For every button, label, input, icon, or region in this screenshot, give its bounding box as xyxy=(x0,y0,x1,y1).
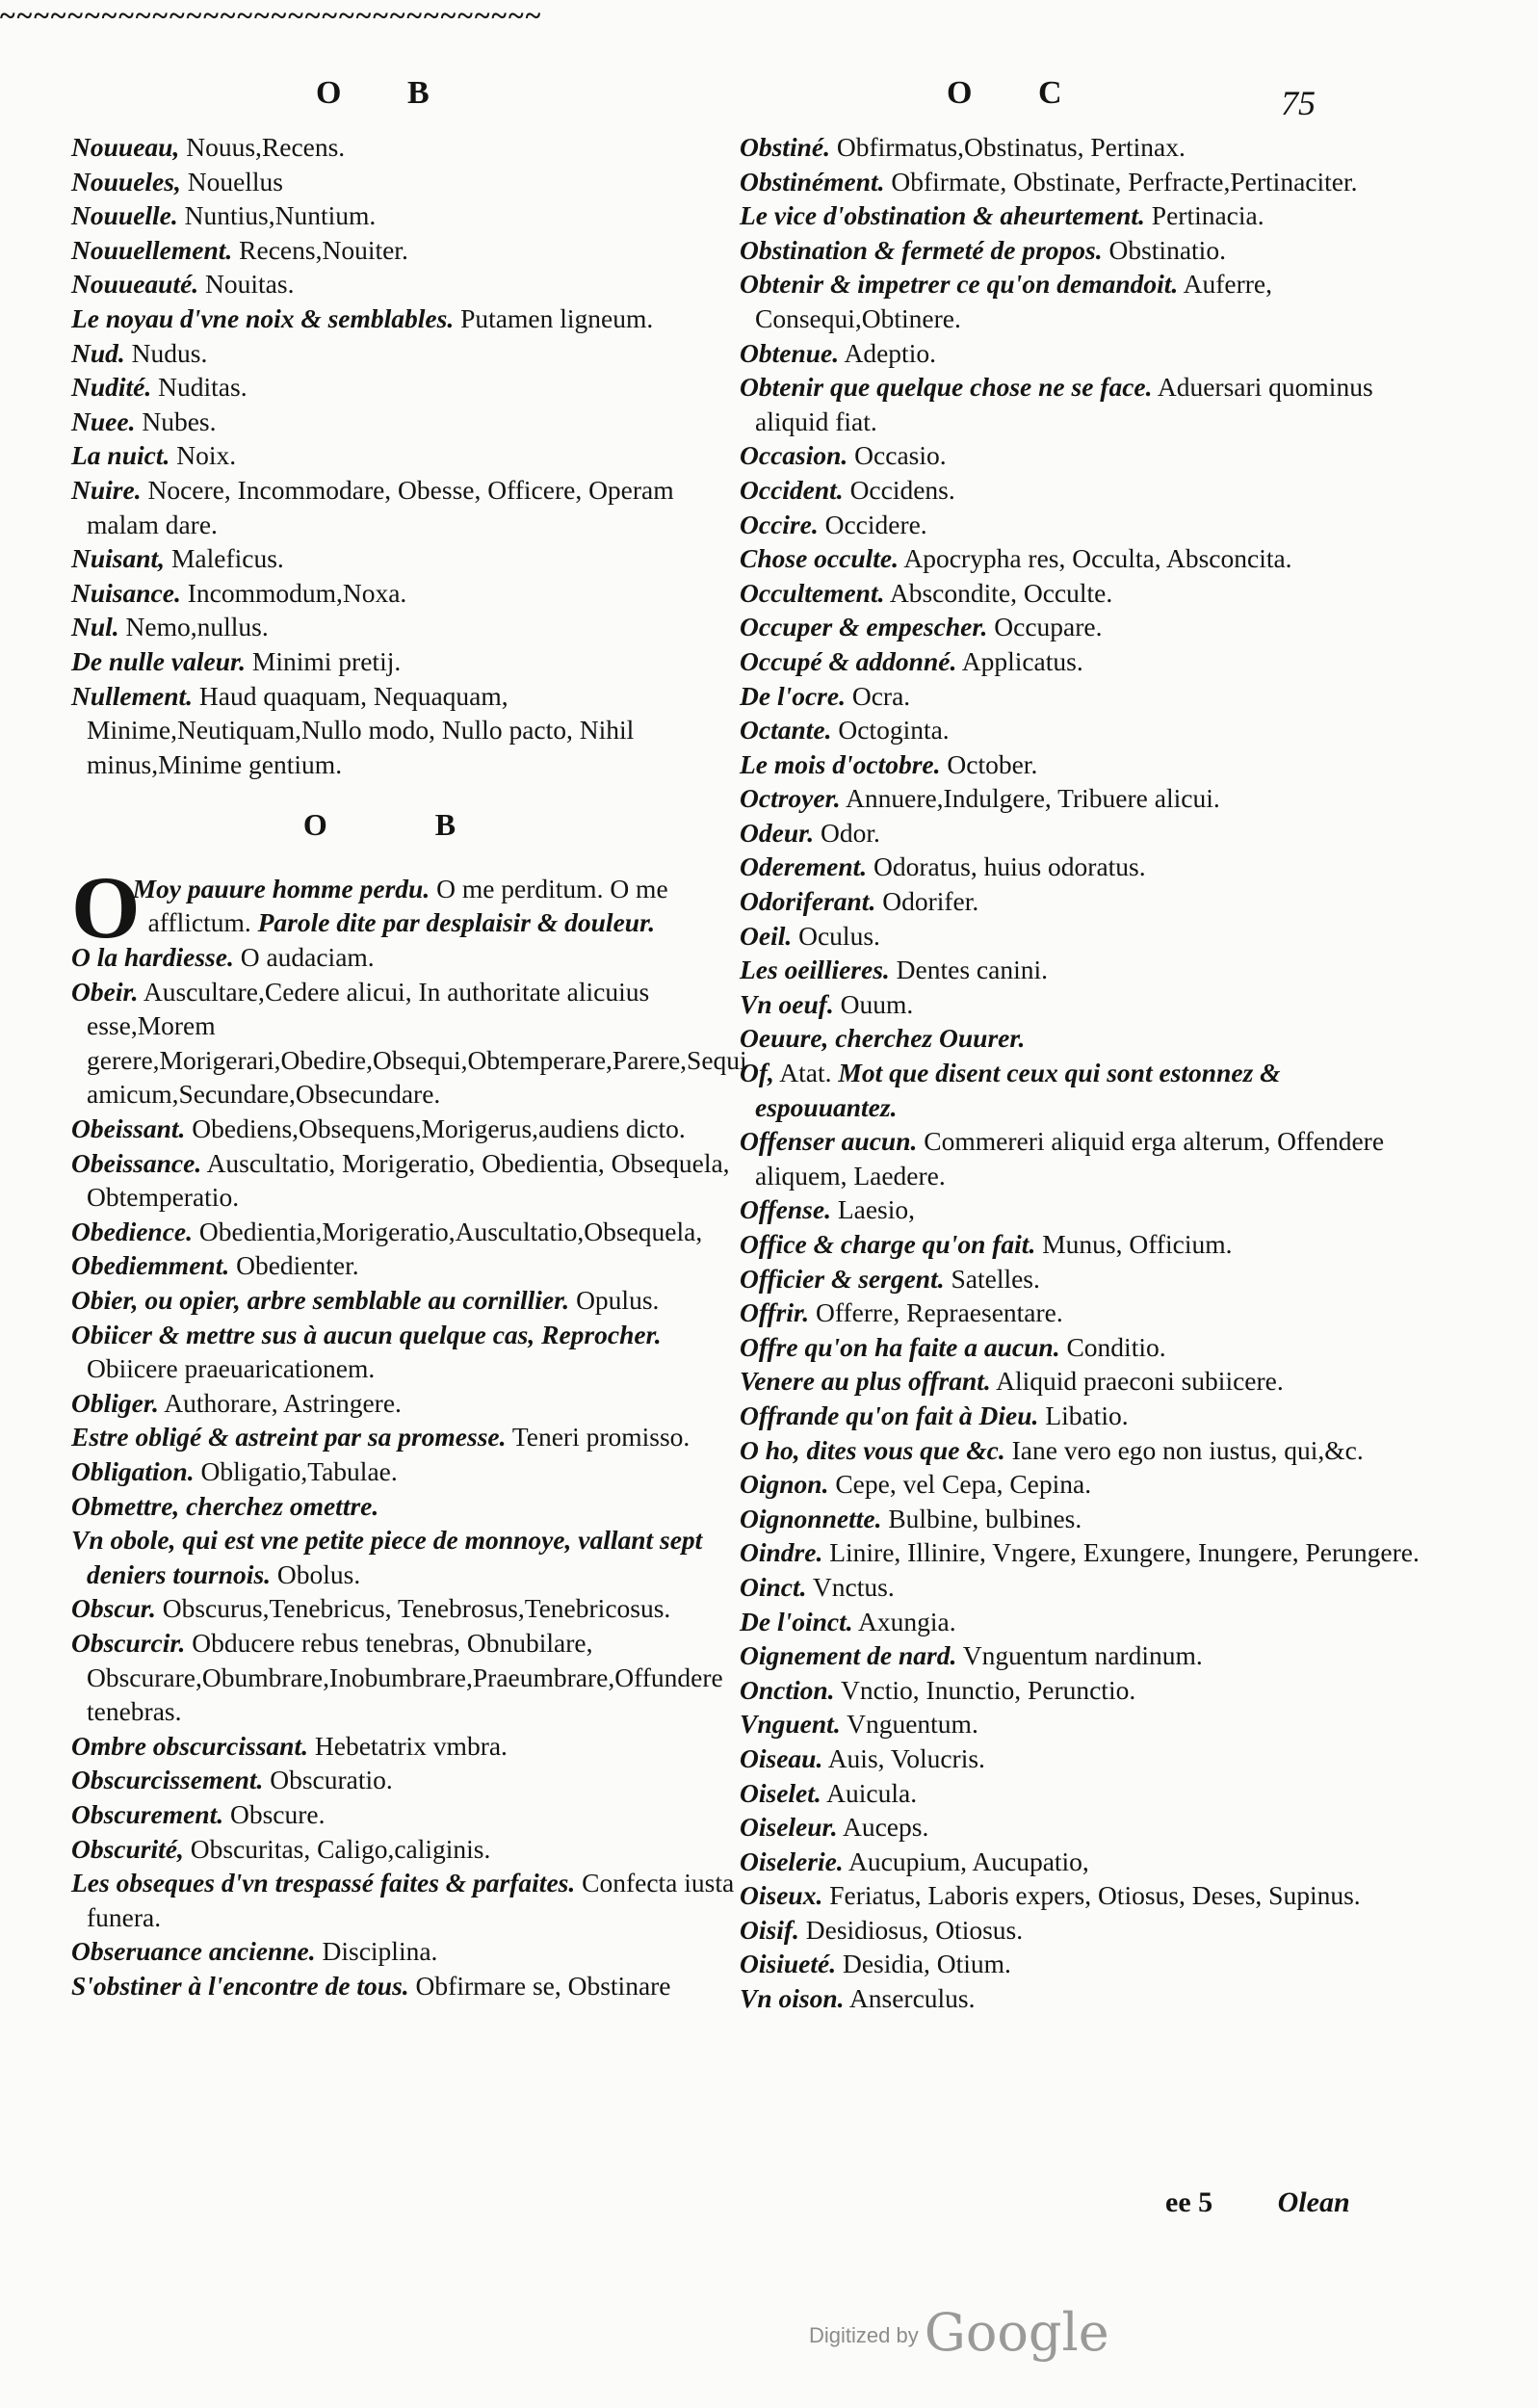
entry-translation: Annuere,Indulgere, Tribuere alicui. xyxy=(846,783,1220,814)
dictionary-entry xyxy=(740,679,1423,714)
entry-headword: Vn oison. xyxy=(740,1983,845,2014)
dictionary-entry xyxy=(740,1570,1423,1605)
entry-translation: Occasio. xyxy=(854,440,947,471)
entry-headword: Obliger. xyxy=(71,1387,159,1418)
entry-translation: Axungia. xyxy=(858,1606,956,1636)
entry-headword: S'obstiner à l'encontre de tous. xyxy=(71,1970,409,2001)
entry-headword: Nouuelle. xyxy=(71,200,178,231)
entry-translation: Disciplina. xyxy=(322,1936,438,1967)
entry-headword: O ho, dites vous que &c. xyxy=(740,1434,1005,1465)
entry-headword: Le vice d'obstination & aheurtement. xyxy=(740,200,1145,231)
entry-headword: Oiseux. xyxy=(740,1880,823,1911)
dictionary-entry xyxy=(71,975,747,1112)
dictionary-entry xyxy=(740,919,1423,954)
dictionary-entry xyxy=(740,1502,1423,1536)
entry-translation: Obiicere praeuaricationem. xyxy=(87,1353,376,1384)
entry-translation: Auferre, Consequi,Obtinere. xyxy=(755,269,1273,333)
dictionary-entry xyxy=(740,1878,1423,1913)
entry-translation: Odoratus, huius odoratus. xyxy=(873,851,1146,882)
entry-headword: Obeissant. xyxy=(71,1113,186,1144)
entry-translation: Confecta iusta funera. xyxy=(87,1868,735,1932)
entry-translation: Nouitas. xyxy=(205,269,295,300)
dictionary-entry xyxy=(740,130,1423,165)
entry-headword: Onction. xyxy=(740,1674,835,1705)
dictionary-entry xyxy=(71,576,738,611)
entry-headword: Vnguent. xyxy=(740,1709,841,1740)
entry-translation: Obedienter. xyxy=(236,1250,359,1281)
dictionary-entry xyxy=(740,1262,1423,1296)
google-wordmark: Google xyxy=(924,2302,1109,2363)
entry-translation: October. xyxy=(947,748,1038,779)
entry-translation: Nubes. xyxy=(142,406,217,436)
entry-headword: De l'oinct. xyxy=(740,1606,853,1636)
entry-translation: Authorare, Astringere. xyxy=(164,1387,402,1418)
dictionary-entry xyxy=(71,438,738,473)
entry-translation: Abscondite, Occulte. xyxy=(889,577,1113,608)
entry-headword: De l'ocre. xyxy=(740,680,846,711)
dictionary-entry xyxy=(740,644,1423,679)
dictionary-entry xyxy=(71,1832,738,1867)
entry-headword: Nouueles, xyxy=(71,166,181,196)
dictionary-entry xyxy=(71,1283,738,1318)
dictionary-entry xyxy=(740,438,1423,473)
entry-headword: De nulle valeur. xyxy=(71,645,247,676)
entry-headword: Les obseques d'vn trespassé faites & parfaites. xyxy=(71,1868,576,1898)
dictionary-entry xyxy=(740,370,1423,438)
entry-headword: Of, xyxy=(740,1058,774,1088)
entry-translation: Bulbine, bulbines. xyxy=(888,1503,1082,1533)
dictionary-entry xyxy=(740,1330,1423,1365)
dictionary-entry xyxy=(740,1056,1423,1124)
entry-translation: Munus, Officium. xyxy=(1042,1229,1233,1259)
entry-translation: Obscurus,Tenebricus, Tenebrosus,Tenebricosus. xyxy=(162,1593,671,1624)
left-column xyxy=(71,130,747,2002)
entry-headword: Offense. xyxy=(740,1194,831,1225)
entry-headword: Octante. xyxy=(740,715,832,746)
entry-translation: Desidia, Otium. xyxy=(842,1949,1011,1979)
entry-headword: Office & charge qu'on fait. xyxy=(740,1229,1036,1259)
dictionary-entry xyxy=(740,1673,1423,1708)
entry-translation: Vnctio, Inunctio, Perunctio. xyxy=(840,1674,1136,1705)
dictionary-entry xyxy=(71,644,738,679)
section-header-ob: O B xyxy=(302,807,507,843)
entry-headword: Nudité. xyxy=(71,372,152,403)
entry-translation: Ocra. xyxy=(851,680,911,711)
dictionary-entry xyxy=(71,130,738,165)
entry-translation: Octoginta. xyxy=(838,715,950,746)
digitized-label: Digitized by xyxy=(809,2323,919,2347)
entry-headword: Nullement. xyxy=(71,680,194,711)
entry-headword: Obtenue. xyxy=(740,337,840,368)
entry-translation: Putamen ligneum. xyxy=(460,302,654,333)
entry-translation: Auscultatio, Morigeratio, Obedientia, Obsequela, Obtemperatio. xyxy=(87,1147,730,1213)
entry-headword: Nuire. xyxy=(71,474,142,505)
entry-translation: Occupare. xyxy=(994,612,1103,642)
entry-translation: Recens,Nouiter. xyxy=(239,234,408,265)
entry-translation: Obediens,Obsequens,Morigerus,audiens dicto. xyxy=(192,1113,686,1144)
entry-translation: Hebetatrix vmbra. xyxy=(314,1730,508,1761)
entry-headword: Occupé & addonné. xyxy=(740,645,957,676)
entry-headword: Oiselet. xyxy=(740,1777,821,1808)
catchline xyxy=(1165,2186,1350,2219)
dictionary-entry xyxy=(740,1605,1423,1639)
dictionary-entry xyxy=(740,198,1423,233)
dictionary-entry xyxy=(71,1386,738,1421)
drop-cap-entry xyxy=(71,857,738,956)
dictionary-entry xyxy=(71,1420,738,1454)
entry-headword: Offrir. xyxy=(740,1297,810,1328)
entry-headword: Nouuellement. xyxy=(71,234,233,265)
entry-headword: Les oeillieres. xyxy=(740,955,890,985)
entry-translation: Obscuratio. xyxy=(270,1765,393,1795)
dictionary-entry xyxy=(71,1934,738,1969)
entry-headword: Obscurcissement. xyxy=(71,1765,264,1795)
dictionary-entry xyxy=(71,405,738,439)
entry-headword: Offre qu'on ha faite a aucun. xyxy=(740,1331,1060,1362)
entry-translation: Libatio. xyxy=(1045,1400,1129,1430)
dictionary-entry xyxy=(740,816,1423,851)
entry-translation: Auicula. xyxy=(826,1777,918,1808)
dictionary-entry xyxy=(71,198,738,233)
dictionary-entry xyxy=(71,1763,738,1797)
entry-translation: Auceps. xyxy=(842,1812,929,1843)
entry-headword: Estre obligé & astreint par sa promesse. xyxy=(71,1422,507,1453)
entry-translation: Anserculus. xyxy=(848,1983,976,2014)
entry-translation: Linire, Illinire, Vngere, Exungere, Inungere, Perungere. xyxy=(829,1537,1420,1568)
dictionary-entry xyxy=(71,267,738,301)
entry-headword: Oindre. xyxy=(740,1537,823,1568)
entry-headword: Oignonnette. xyxy=(740,1503,882,1533)
entry-headword: Odeur. xyxy=(740,817,815,848)
dictionary-entry xyxy=(71,1489,738,1524)
dictionary-entry xyxy=(740,884,1423,919)
entry-headword: La nuict. xyxy=(71,440,170,471)
entry-headword: Oderement. xyxy=(740,851,868,882)
dictionary-entry xyxy=(740,1296,1423,1330)
entry-translation: Aduersari quominus aliquid fiat. xyxy=(755,372,1373,436)
entry-headword: Le mois d'octobre. xyxy=(740,748,941,779)
dictionary-entry xyxy=(71,370,738,405)
dictionary-entry xyxy=(740,1021,1423,1056)
entry-translation: Auscultare,Cedere alicui, In authoritate alicuius esse,Morem gerere,Morigerari,Obedire,Obsequi,Obtemperare,Parere,Sequi amicum,Secundare,Obsecundare. xyxy=(87,976,747,1110)
drop-cap-letter: O xyxy=(71,857,141,956)
top-edge-mark: ~~~~~~~~~~~~~~~~~~~~~~~~~~~~~~~~ xyxy=(0,0,543,32)
entry-translation: Opulus. xyxy=(576,1285,660,1315)
entry-translation: Conditio. xyxy=(1066,1331,1166,1362)
entry-headword: Oignement de nard. xyxy=(740,1640,957,1671)
dictionary-entry xyxy=(71,679,738,782)
entry-translation: Atat. xyxy=(779,1058,832,1088)
entry-headword: Oiselerie. xyxy=(740,1845,844,1876)
dictionary-entry xyxy=(740,576,1423,611)
entry-headword: Oeuure, cherchez Ouurer. xyxy=(740,1023,1026,1054)
entry-headword: Oinct. xyxy=(740,1571,807,1602)
entry-translation: Obligatio,Tabulae. xyxy=(200,1455,398,1486)
entry-translation: Desidiosus, Otiosus. xyxy=(805,1914,1024,1945)
dictionary-entry xyxy=(71,1318,738,1386)
entry-headword: Obeir. xyxy=(71,976,139,1007)
entry-translation: Obducere rebus tenebras, Obnubilare, Obscurare,Obumbrare,Inobumbrare,Praeumbrare,Offundere tenebras. xyxy=(87,1627,723,1727)
entry-translation: Odorifer. xyxy=(882,886,979,917)
dictionary-entry xyxy=(740,713,1423,747)
dictionary-entry xyxy=(740,473,1423,508)
entry-headword: Obtenir que quelque chose ne se face. xyxy=(740,372,1153,403)
entry-translation: Aucupium, Aucupatio, xyxy=(848,1845,1089,1876)
dictionary-entry xyxy=(740,1741,1423,1776)
dictionary-entry xyxy=(71,233,738,268)
entry-translation: Nocere, Incommodare, Obesse, Officere, Operam malam dare. xyxy=(87,474,674,539)
entry-translation: Applicatus. xyxy=(961,645,1083,676)
entry-translation: Vnctus. xyxy=(812,1571,895,1602)
entry-headword: Occire. xyxy=(740,509,819,539)
entry-translation: Offerre, Repraesentare. xyxy=(815,1297,1063,1328)
entry-translation: Noix. xyxy=(176,440,237,471)
entry-headword: Obseruance ancienne. xyxy=(71,1936,316,1967)
dictionary-entry xyxy=(71,541,738,576)
entry-headword: Nuisance. xyxy=(71,577,181,608)
dictionary-entry xyxy=(740,1947,1423,1981)
entry-headword: Obedience. xyxy=(71,1216,193,1246)
entry-headword: Officier & sergent. xyxy=(740,1263,945,1294)
entry-translation: Incommodum,Noxa. xyxy=(187,577,407,608)
dictionary-entry xyxy=(71,165,738,199)
dictionary-entry xyxy=(71,1591,738,1626)
entry-headword: Chose occulte. xyxy=(740,543,899,574)
entry-headword: Obeissance. xyxy=(71,1147,202,1178)
entry-headword: Obscurcir. xyxy=(71,1627,186,1658)
entry-headword: Oisiueté. xyxy=(740,1949,837,1979)
right-column xyxy=(740,130,1423,2016)
dictionary-entry xyxy=(740,953,1423,987)
dictionary-entry xyxy=(740,987,1423,1022)
dictionary-entry xyxy=(740,165,1423,199)
entry-translation: Teneri promisso. xyxy=(511,1422,691,1453)
entry-gloss: Parole dite par desplaisir & douleur. xyxy=(257,907,656,938)
dictionary-entry xyxy=(740,1845,1423,1879)
dictionary-entry xyxy=(71,301,738,336)
right-entry-list xyxy=(740,130,1423,2016)
entry-headword: Obediemment. xyxy=(71,1250,230,1281)
dictionary-entry xyxy=(740,541,1423,576)
entry-headword: Nuee. xyxy=(71,406,136,436)
entry-headword: Nul. xyxy=(71,612,119,642)
left-entry-list xyxy=(71,130,738,781)
entry-translation: Obfirmatus,Obstinatus, Pertinax. xyxy=(836,132,1186,162)
entry-headword: Vn oeuf. xyxy=(740,988,834,1019)
entry-translation: Nudus. xyxy=(131,337,208,368)
dictionary-entry xyxy=(71,1215,738,1249)
dictionary-entry xyxy=(71,473,738,541)
entry-translation: Obfirmate, Obstinate, Perfracte,Pertinaciter. xyxy=(891,166,1358,196)
entry-translation: Obfirmare se, Obstinare xyxy=(415,1970,671,2001)
dictionary-entry xyxy=(71,1969,738,2003)
dictionary-entry xyxy=(740,1535,1423,1570)
entry-headword: Obtenir & impetrer ce qu'on demandoit. xyxy=(740,269,1179,300)
dictionary-entry xyxy=(71,1454,738,1489)
dictionary-entry xyxy=(71,1146,738,1215)
entry-headword: Obscurement. xyxy=(71,1798,224,1829)
entry-headword: Nuisant, xyxy=(71,543,166,574)
dictionary-entry xyxy=(71,1112,738,1146)
dictionary-entry xyxy=(740,1433,1423,1468)
entry-headword: Octroyer. xyxy=(740,783,841,814)
entry-translation: Vnguentum. xyxy=(847,1709,978,1740)
entry-headword: Nouueauté. xyxy=(71,269,199,300)
entry-translation: Dentes canini. xyxy=(896,955,1048,985)
dictionary-entry xyxy=(71,1523,738,1591)
dictionary-entry xyxy=(740,1364,1423,1399)
entry-headword: Venere au plus offrant. xyxy=(740,1366,991,1397)
entry-headword: Offenser aucun. xyxy=(740,1126,918,1157)
entry-gloss: Mot que disent ceux qui sont estonnez & espouuantez. xyxy=(755,1058,1281,1122)
entry-translation: Minimi pretij. xyxy=(251,645,402,676)
dictionary-entry xyxy=(740,747,1423,782)
dictionary-entry xyxy=(71,1729,738,1764)
dictionary-entry xyxy=(71,1626,738,1729)
entry-headword: Obstinément. xyxy=(740,166,885,196)
entry-headword: Le noyau d'vne noix & semblables. xyxy=(71,302,455,333)
folio-number: 75 xyxy=(1281,84,1316,122)
entry-headword: Nouueau, xyxy=(71,132,180,162)
entry-translation: Satelles. xyxy=(951,1263,1040,1294)
dictionary-entry xyxy=(740,610,1423,644)
dictionary-entry xyxy=(71,610,738,644)
entry-headword: Occuper & empescher. xyxy=(740,612,988,642)
entry-headword: Oiseau. xyxy=(740,1742,823,1773)
entry-headword: Occident. xyxy=(740,474,844,505)
entry-headword: Oiseleur. xyxy=(740,1812,838,1843)
entry-headword: Obstiné. xyxy=(740,132,830,162)
entry-headword: Moy pauure homme perdu. xyxy=(132,873,430,903)
digitized-watermark xyxy=(809,2302,1109,2363)
dictionary-entry xyxy=(740,850,1423,884)
entry-translation: Haud quaquam, Nequaquam, Minime,Neutiquam,Nullo modo, Nullo pacto, Nihil minus,Minime gentium. xyxy=(87,680,635,779)
dictionary-entry xyxy=(740,1399,1423,1433)
entry-translation: Occidere. xyxy=(824,509,927,539)
entry-headword: Oeil. xyxy=(740,920,793,951)
entry-translation: Obscure. xyxy=(230,1798,326,1829)
dictionary-entry xyxy=(740,1981,1423,2016)
entry-headword: Obscurité, xyxy=(71,1833,184,1864)
dictionary-entry xyxy=(740,781,1423,816)
entry-translation: Nemo,nullus. xyxy=(125,612,269,642)
dictionary-entry xyxy=(71,1248,738,1283)
entry-headword: O la hardiesse. xyxy=(71,942,234,973)
entry-translation: Obstinatio. xyxy=(1108,234,1226,265)
entry-translation: Ouum. xyxy=(840,988,914,1019)
entry-translation: Aliquid praeconi subiicere. xyxy=(996,1366,1284,1397)
right-column-header: O C xyxy=(947,75,1091,111)
dictionary-entry xyxy=(71,1797,738,1832)
dictionary-entry xyxy=(740,1810,1423,1845)
dictionary-entry xyxy=(71,336,738,371)
dictionary-entry xyxy=(740,267,1423,335)
dictionary-entry xyxy=(740,1124,1423,1192)
dictionary-entry xyxy=(740,508,1423,542)
dictionary-entry xyxy=(740,1913,1423,1948)
entry-headword: Ombre obscurcissant. xyxy=(71,1730,308,1761)
entry-translation: Nouus,Recens. xyxy=(186,132,346,162)
dictionary-entry xyxy=(740,233,1423,268)
entry-translation: Vnguentum nardinum. xyxy=(962,1640,1203,1671)
dictionary-entry xyxy=(740,336,1423,371)
entry-translation: Auis, Volucris. xyxy=(827,1742,985,1773)
entry-headword: Vn obole, qui est vne petite piece de monnoye, vallant sept deniers tournois. xyxy=(71,1525,703,1589)
entry-translation: Commereri aliquid erga alterum, Offendere aliquem, Laedere. xyxy=(755,1126,1385,1191)
entry-translation: Pertinacia. xyxy=(1151,200,1264,231)
entry-headword: Odoriferant. xyxy=(740,886,876,917)
left-entry-list-b xyxy=(71,940,747,2002)
entry-translation: O me perditum. O me afflictum. xyxy=(147,873,668,938)
dictionary-entry xyxy=(740,1192,1423,1227)
left-column-header: O B xyxy=(316,75,458,111)
entry-headword: Obscur. xyxy=(71,1593,156,1624)
entry-translation: Obolus. xyxy=(276,1558,361,1589)
entry-translation: Feriatus, Laboris expers, Otiosus, Deses, Supinus. xyxy=(829,1880,1361,1911)
entry-translation: Oculus. xyxy=(798,920,880,951)
entry-translation: Maleficus. xyxy=(170,543,284,574)
entry-headword: Obier, ou opier, arbre semblable au cornillier. xyxy=(71,1285,570,1315)
catchword: Olean xyxy=(1277,2186,1350,2218)
entry-headword: Offrande qu'on fait à Dieu. xyxy=(740,1400,1039,1430)
entry-translation: O audaciam. xyxy=(240,942,375,973)
dictionary-entry xyxy=(740,1638,1423,1673)
entry-headword: Oisif. xyxy=(740,1914,799,1945)
entry-translation: Odor. xyxy=(821,817,880,848)
entry-headword: Obmettre, cherchez omettre. xyxy=(71,1490,379,1521)
entry-translation: Obscuritas, Caligo,caliginis. xyxy=(190,1833,491,1864)
dictionary-entry xyxy=(740,1776,1423,1811)
dictionary-entry xyxy=(740,1707,1423,1741)
entry-translation: Nuditas. xyxy=(158,372,248,403)
entry-translation: Apocrypha res, Occulta, Absconcita. xyxy=(903,543,1292,574)
dictionary-entry xyxy=(71,940,738,975)
entry-translation: Iane vero ego non iustus, qui,&c. xyxy=(1011,1434,1364,1465)
entry-translation: Nuntius,Nuntium. xyxy=(184,200,377,231)
entry-translation: Nouellus xyxy=(187,166,284,196)
entry-translation: Adeptio. xyxy=(844,337,936,368)
entry-headword: Nud. xyxy=(71,337,125,368)
entry-translation: Laesio, xyxy=(837,1194,916,1225)
entry-headword: Oignon. xyxy=(740,1469,829,1500)
entry-headword: Obstination & fermeté de propos. xyxy=(740,234,1103,265)
dictionary-entry xyxy=(740,1227,1423,1262)
entry-translation: Occidens. xyxy=(849,474,955,505)
entry-headword: Obiicer & mettre sus à aucun quelque cas, Reprocher. xyxy=(71,1319,662,1349)
entry-headword: Occasion. xyxy=(740,440,848,471)
signature-mark: ee 5 xyxy=(1165,2186,1213,2218)
entry-translation: Obedientia,Morigeratio,Auscultatio,Obsequela, xyxy=(198,1216,703,1246)
entry-translation: Cepe, vel Cepa, Cepina. xyxy=(835,1469,1092,1500)
dictionary-entry xyxy=(71,1866,738,1934)
entry-headword: Obligation. xyxy=(71,1455,195,1486)
entry-headword: Occultement. xyxy=(740,577,885,608)
dictionary-entry xyxy=(740,1467,1423,1502)
